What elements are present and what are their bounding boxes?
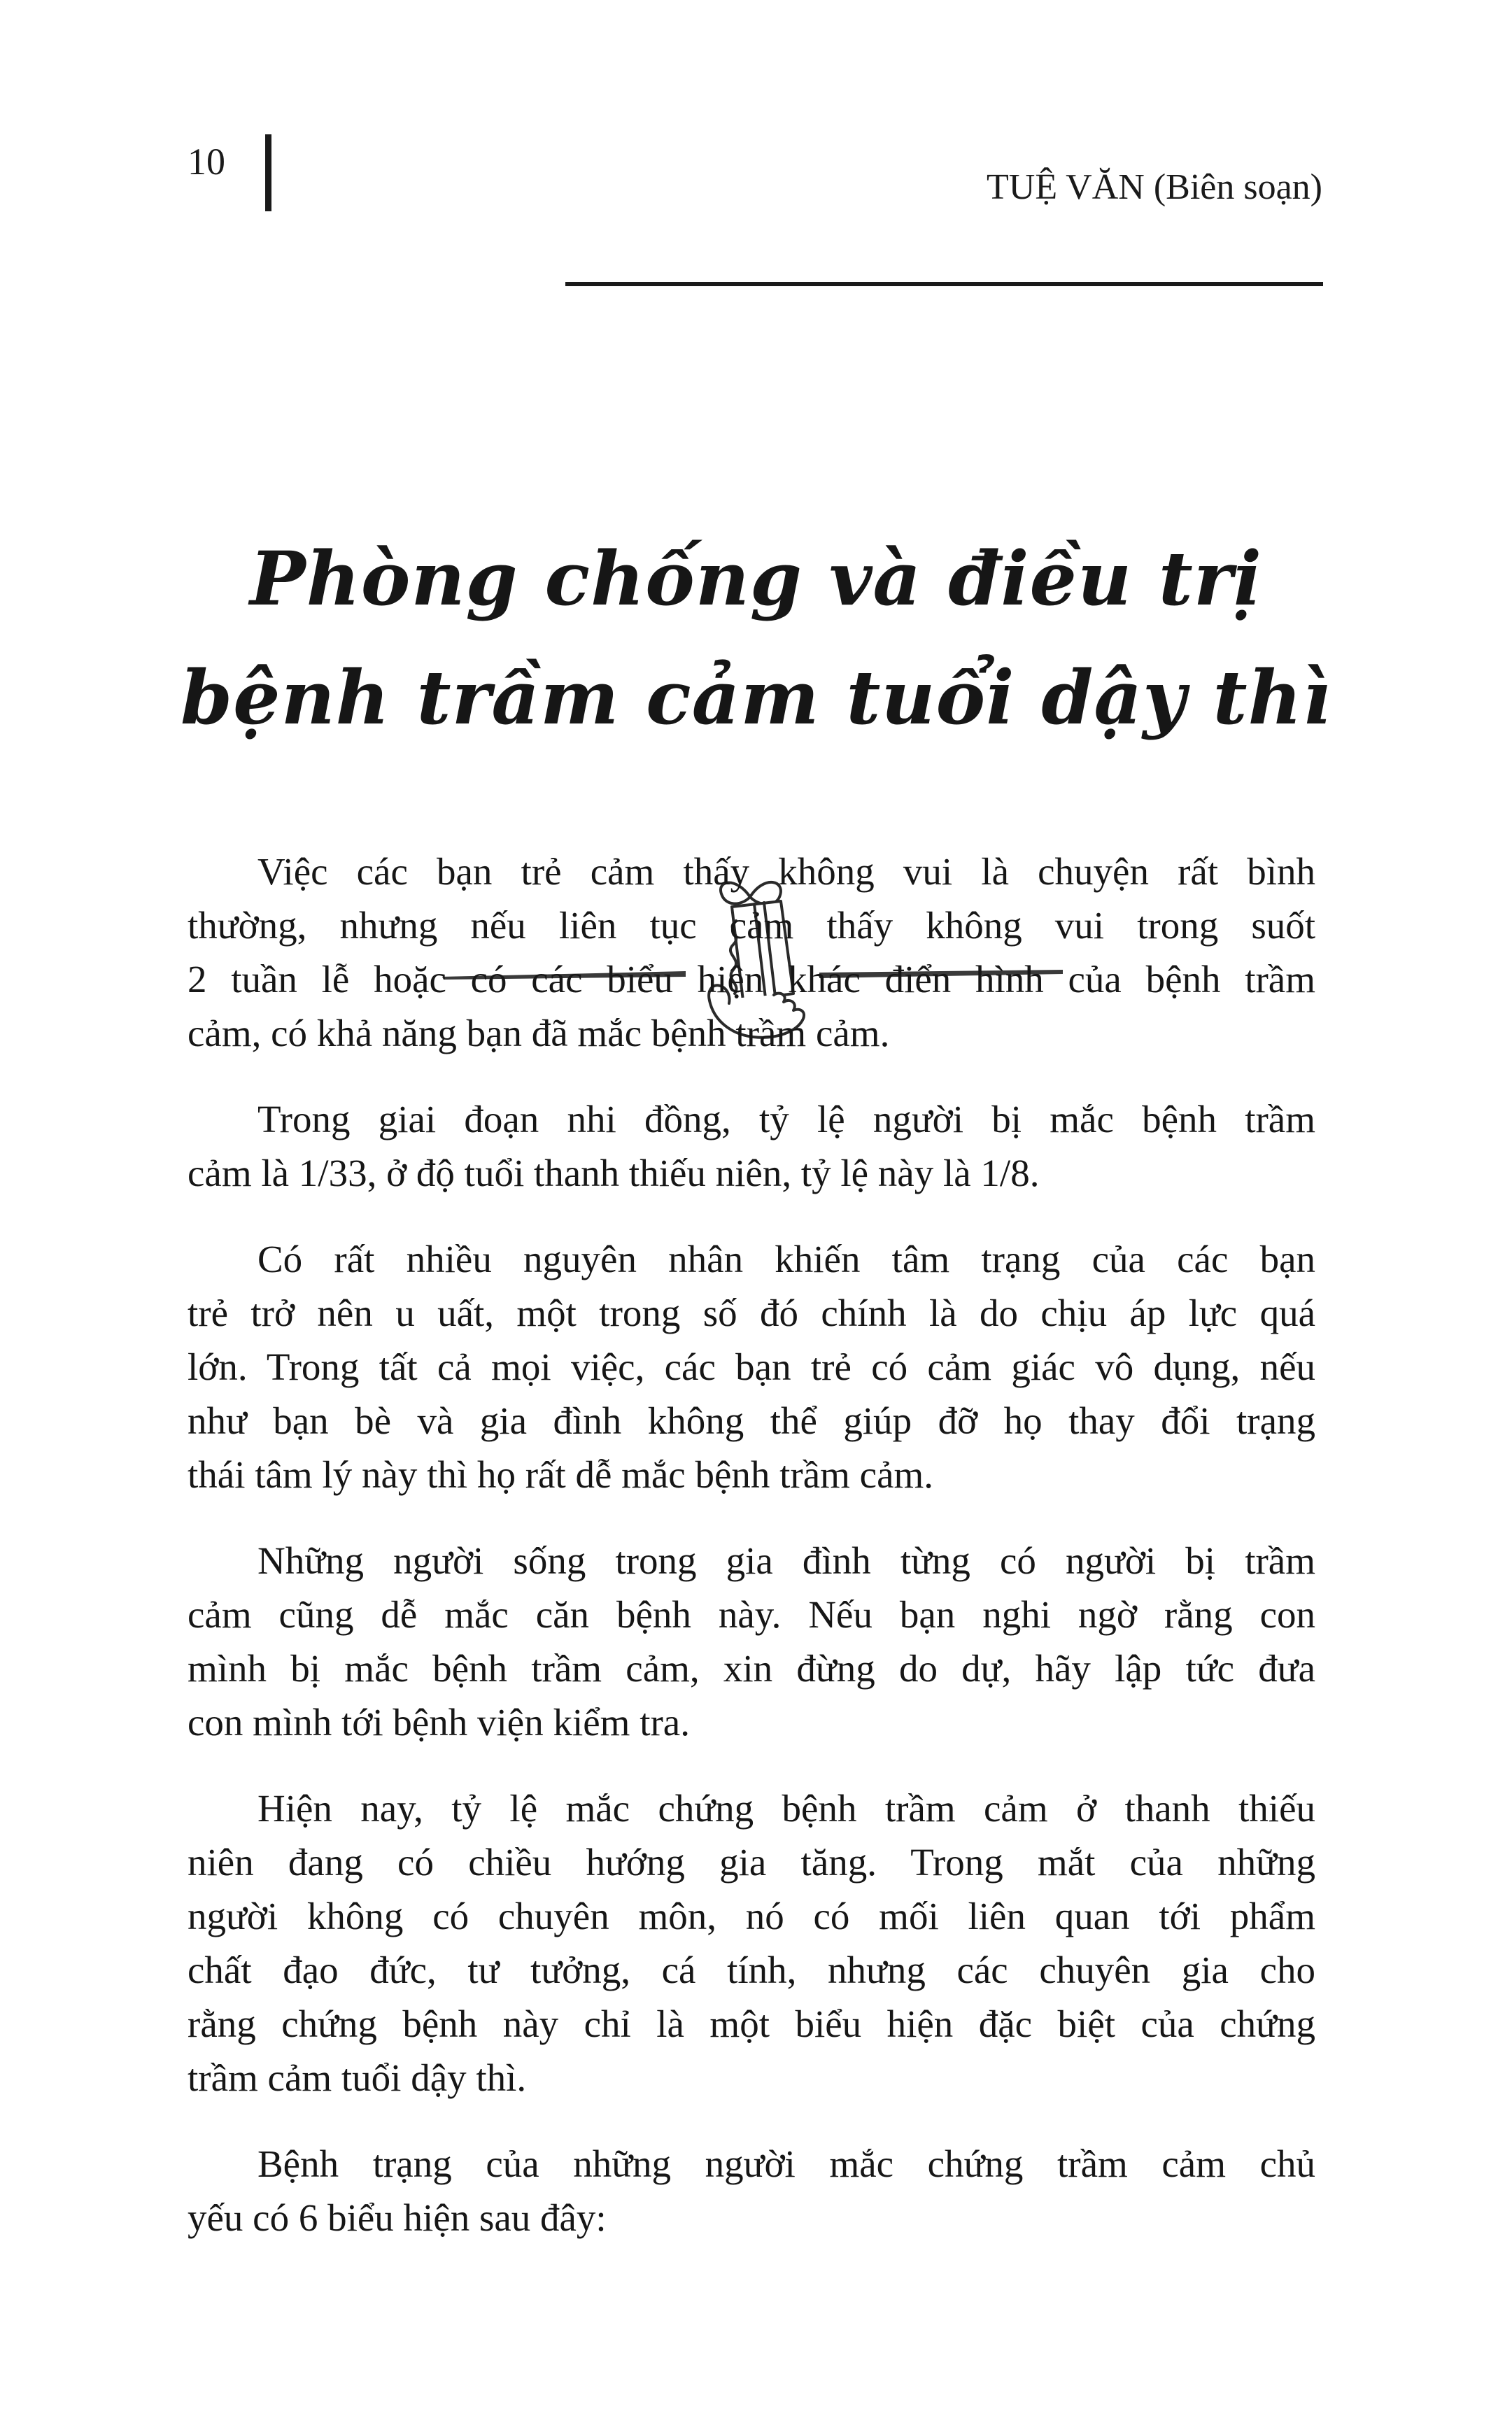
chapter-title xyxy=(0,519,1512,757)
text-line: Việc các bạn trẻ cảm thấy không vui là chuyện rất bình xyxy=(257,850,1315,893)
text-line: Những người sống trong gia đình từng có người bị trầm xyxy=(257,1539,1315,1582)
text-line: Bệnh trạng của những người mắc chứng trầm cảm chủ xyxy=(257,2142,1315,2185)
paragraph xyxy=(188,1232,1315,1502)
paragraph xyxy=(188,845,1315,1060)
header-divider-bar xyxy=(265,134,271,211)
paragraph xyxy=(188,1092,1315,1200)
text-line: Trong giai đoạn nhi đồng, tỷ lệ người bị mắc bệnh trầm xyxy=(257,1098,1315,1140)
text-line: 2 tuần lễ hoặc có các biểu hiện khác điển hình của bệnh trầm xyxy=(188,958,1315,1001)
text-line: chất đạo đức, tư tưởng, cá tính, nhưng các chuyên gia cho xyxy=(188,1949,1315,1991)
text-line: con mình tới bệnh viện kiểm tra. xyxy=(188,1701,690,1744)
text-line: lớn. Trong tất cả mọi việc, các bạn trẻ có cảm giác vô dụng, nếu xyxy=(188,1345,1315,1388)
text-line: cảm là 1/33, ở độ tuổi thanh thiếu niên, tỷ lệ này là 1/8. xyxy=(188,1152,1040,1194)
chapter-title-line-1: Phòng chống và điều trị xyxy=(249,535,1262,622)
text-line: Hiện nay, tỷ lệ mắc chứng bệnh trầm cảm ở thanh thiếu xyxy=(257,1787,1315,1830)
text-line: trầm cảm tuổi dậy thì. xyxy=(188,2056,527,2099)
text-line: cảm, có khả năng bạn đã mắc bệnh trầm cảm. xyxy=(188,1012,890,1054)
text-line: Có rất nhiều nguyên nhân khiến tâm trạng của các bạn xyxy=(257,1238,1315,1280)
text-line: mình bị mắc bệnh trầm cảm, xin đừng do dự, hãy lập tức đưa xyxy=(188,1647,1315,1690)
text-line: rằng chứng bệnh này chỉ là một biểu hiện đặc biệt của chứng xyxy=(188,2002,1315,2045)
text-line: niên đang có chiều hướng gia tăng. Trong mắt của những xyxy=(188,1841,1315,1884)
text-line: cảm cũng dễ mắc căn bệnh này. Nếu bạn nghi ngờ rằng con xyxy=(188,1593,1315,1636)
text-line: yếu có 6 biểu hiện sau đây: xyxy=(188,2196,607,2239)
text-line: trẻ trở nên u uất, một trong số đó chính là do chịu áp lực quá xyxy=(188,1292,1315,1334)
paragraph xyxy=(188,1534,1315,1749)
paragraph xyxy=(188,2137,1315,2245)
page-number: 10 xyxy=(188,141,225,183)
chapter-title-line-2: bệnh trầm cảm tuổi dậy thì xyxy=(181,654,1331,741)
body-text xyxy=(188,845,1315,2245)
text-line: như bạn bè và gia đình không thể giúp đỡ họ thay đổi trạng xyxy=(188,1399,1315,1442)
paragraph xyxy=(188,1781,1315,2105)
text-line: người không có chuyên môn, nó có mối liên quan tới phẩm xyxy=(188,1895,1315,1937)
running-header-title: TUỆ VĂN (Biên soạn) xyxy=(987,167,1322,207)
text-line: thường, nhưng nếu liên tục cảm thấy không vui trong suốt xyxy=(188,904,1315,947)
text-line: thái tâm lý này thì họ rất dễ mắc bệnh trầm cảm. xyxy=(188,1453,934,1496)
header-rule-line xyxy=(565,282,1323,286)
